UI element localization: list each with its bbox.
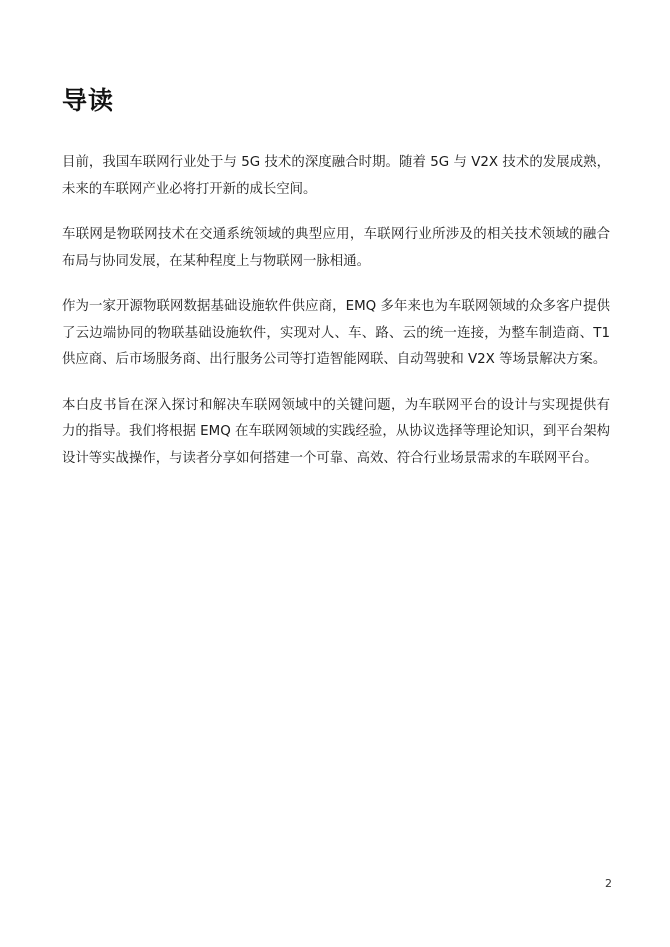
paragraph-2: 车联网是物联网技术在交通系统领域的典型应用，车联网行业所涉及的相关技术领域的融合布局与协同发展，在某种程度上与物联网一脉相通。 [62,227,610,269]
page-number: 2 [605,877,612,890]
paragraph-1: 目前，我国车联网行业处于与 5G 技术的深度融合时期。随着 5G 与 V2X 技术的发展成熟，未来的车联网产业必将打开新的成长空间。 [62,155,610,197]
paragraph-4: 本白皮书旨在深入探讨和解决车联网领域中的关键问题，为车联网平台的设计与实现提供有力的指导。我们将根据 EMQ 在车联网领域的实践经验，从协议选择等理论知识，到平台架构设计等实战操作，与读者分享如何搭建一个可靠、高效、符合行业场景需求的车联网平台。 [62,397,610,466]
page-title: 导读 [62,86,115,115]
paragraph-3: 作为一家开源物联网数据基础设施软件供应商，EMQ 多年来也为车联网领域的众多客户提供了云边端协同的物联基础设施软件，实现对人、车、路、云的统一连接，为整车制造商、T1 供应商、后市场服务商、出行服务公司等打造智能网联、自动驾驶和 V2X 等场景解决方案。 [62,299,610,367]
document-body [62,150,610,491]
